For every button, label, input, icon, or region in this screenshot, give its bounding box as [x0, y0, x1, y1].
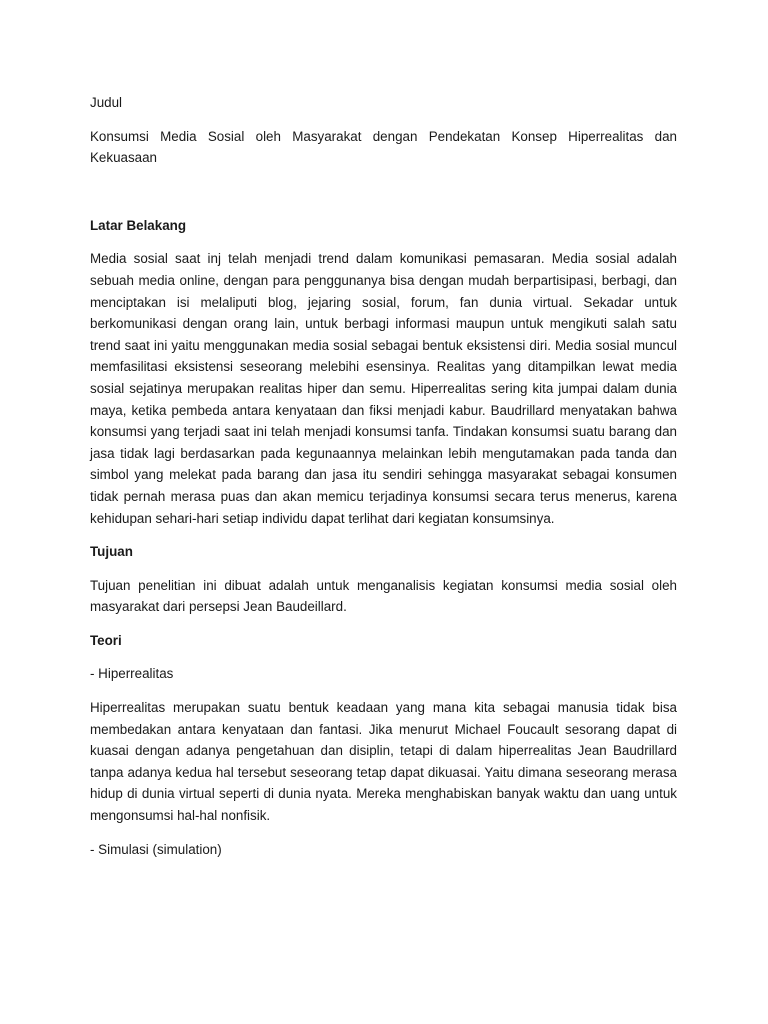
judul-label: Judul: [90, 95, 123, 110]
subheading-hiperrealitas: - Hiperrealitas: [90, 666, 174, 682]
document-title: Konsumsi Media Sosial oleh Masyarakat dengan Pendekatan Konsep Hiperrealitas dan Kekuasaan: [90, 128, 677, 166]
document-page: [90, 92, 677, 872]
paragraph-hiperrealitas: Hiperrealitas merupakan suatu bentuk keadaan yang mana kita sebagai manusia tidak bisa membedakan antara kenyataan dan fantasi. Jika menurut Michael Foucault sesorang dapat di kuasai dengan adanya pengetahuan dan disiplin, tetapi di dalam hiperrealitas Jean Baudrillard tanpa adanya kedua hal tersebut seseorang tetap dapat dikuasai. Yaitu dimana seseorang merasa hidup di dunia virtual seperti di dunia nyata. Mereka menghabiskan banyak waktu dan uang untuk mengonsumsi hal-hal nonfisik.: [90, 700, 677, 824]
subheading-simulasi: - Simulasi (simulation): [90, 841, 222, 857]
paragraph-latar-belakang: Media sosial saat inj telah menjadi trend dalam komunikasi pemasaran. Media sosial adalah sebuah media online, dengan para penggunanya bisa dengan mudah berpartisipasi, berbagi, dan menciptakan isi melaliputi blog, jejaring sosial, forum, fan dunia virtual. Sekadar untuk berkomunikasi dengan orang lain, untuk berbagi informasi maupun untuk mengikuti salah satu trend saat ini yaitu menggunakan media sosial sebagai bentuk eksistensi diri. Media sosial muncul memfasilitasi eksistensi seseorang melebihi esensinya. Realitas yang ditampilkan lewat media sosial sejatinya merupakan realitas hiper dan semu. Hiperrealitas sering kita jumpai dalam dunia maya, ketika pembeda antara kenyataan dan fiksi menjadi kabur. Baudrillard menyatakan bahwa konsumsi yang terjadi saat ini telah menjadi konsumsi tanfa. Tindakan konsumsi suatu barang dan jasa tidak lagi berdasarkan pada kegunaannya melainkan lebih mengutamakan pada tanda dan simbol yang melekat pada barang dan jasa itu sendiri sehingga masyarakat sebagai konsumen tidak pernah merasa puas dan akan memicu terjadinya konsumsi secara terus menerus, karena kehidupan sehari-hari setiap individu dapat terlihat dari kegiatan konsumsinya.: [90, 251, 677, 526]
heading-tujuan: Tujuan: [90, 544, 133, 560]
heading-teori: Teori: [90, 632, 122, 648]
heading-latar-belakang: Latar Belakang: [90, 217, 187, 233]
paragraph-tujuan: Tujuan penelitian ini dibuat adalah untuk menganalisis kegiatan konsumsi media sosial oleh masyarakat dari persepsi Jean Baudeillard.: [90, 577, 677, 615]
